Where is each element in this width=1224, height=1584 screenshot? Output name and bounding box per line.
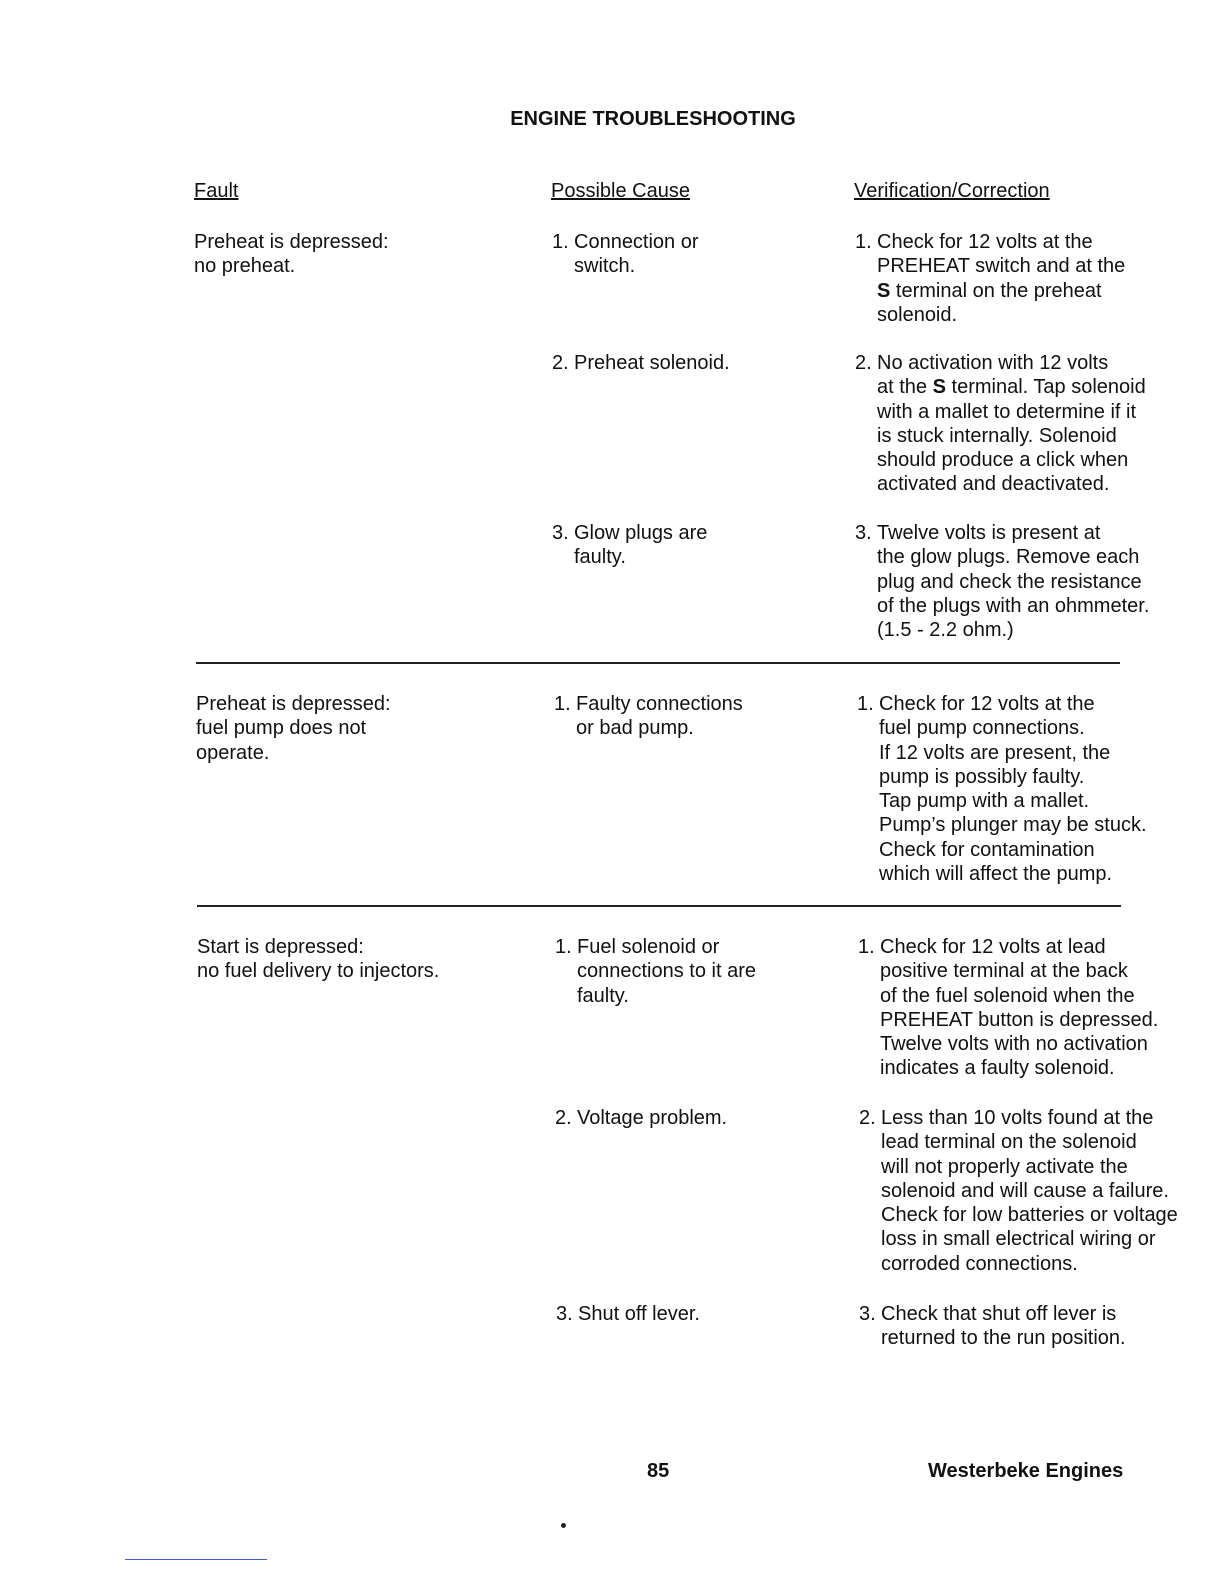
fix-text: Check for 12 volts at the PREHEAT switch and at the S terminal on the preheat solenoid. xyxy=(877,231,1126,326)
verification-step xyxy=(858,935,1158,1081)
cause-number: 1. xyxy=(554,693,571,715)
footer-brand: Westerbeke Engines xyxy=(928,1460,1124,1482)
fault-description: Start is depressed: no fuel delivery to injectors. xyxy=(197,936,440,983)
section-divider xyxy=(197,905,1121,907)
verification-step xyxy=(857,692,1147,886)
cause-column-header: Possible Cause xyxy=(551,180,690,202)
fault-column-header: Fault xyxy=(194,180,239,202)
possible-cause xyxy=(552,521,707,570)
fix-text: Check that shut off lever is returned to the run position. xyxy=(881,1303,1126,1350)
cause-text: Voltage problem. xyxy=(577,1107,728,1129)
verification-step xyxy=(859,1106,1178,1276)
scan-speck xyxy=(561,1523,566,1528)
fix-text: Check for 12 volts at the fuel pump connections. If 12 volts are present, the pump is possibly faulty. Tap pump with a mallet. Pump’s plunger may be stuck. Check for contamination which will affect the pump. xyxy=(879,693,1147,886)
possible-cause xyxy=(555,1106,727,1130)
possible-cause xyxy=(556,1302,700,1326)
cause-number: 3. xyxy=(556,1303,573,1325)
fix-text: Twelve volts is present at the glow plugs. Remove each plug and check the resistance of the plugs with an ohmmeter. (1.5 - 2.2 ohm.) xyxy=(877,522,1150,642)
fix-text: Less than 10 volts found at the lead terminal on the solenoid will not properly activate the solenoid and will cause a failure. Check for low batteries or voltage loss in small electrical wiring or corroded connections. xyxy=(881,1107,1178,1275)
cause-number: 1. xyxy=(555,936,572,958)
possible-cause xyxy=(552,351,730,375)
fault-description: Preheat is depressed: no preheat. xyxy=(194,231,389,278)
cause-text: Shut off lever. xyxy=(578,1303,700,1325)
cause-text: Preheat solenoid. xyxy=(574,352,730,374)
possible-cause xyxy=(552,230,699,279)
cause-text: Glow plugs are faulty. xyxy=(574,522,708,569)
cause-text: Fuel solenoid or connections to it are faulty. xyxy=(577,936,756,1007)
cause-number: 2. xyxy=(555,1107,572,1129)
cause-number: 3. xyxy=(552,522,569,544)
fault-description: Preheat is depressed: fuel pump does not operate. xyxy=(196,693,391,764)
verification-step xyxy=(855,230,1125,327)
page-title: ENGINE TROUBLESHOOTING xyxy=(510,108,796,130)
scan-edge-line xyxy=(125,1559,267,1560)
fix-number: 3. xyxy=(855,522,872,544)
verification-step xyxy=(855,521,1149,642)
section-divider xyxy=(196,662,1120,664)
page-number: 85 xyxy=(647,1460,670,1482)
possible-cause xyxy=(554,692,743,741)
cause-text: Faulty connections or bad pump. xyxy=(576,693,743,740)
fix-number: 2. xyxy=(859,1107,876,1129)
fix-number: 1. xyxy=(857,693,874,715)
fix-text: No activation with 12 volts at the S terminal. Tap solenoid with a mallet to determine if it is stuck internally. Solenoid should produce a click when activated and deactivated. xyxy=(877,352,1146,496)
fix-number: 3. xyxy=(859,1303,876,1325)
possible-cause xyxy=(555,935,756,1008)
cause-text: Connection or switch. xyxy=(574,231,699,278)
fix-number: 1. xyxy=(855,231,872,253)
verification-step xyxy=(859,1302,1126,1351)
fix-number: 1. xyxy=(858,936,875,958)
verification-step xyxy=(855,351,1146,497)
cause-number: 2. xyxy=(552,352,569,374)
fix-text: Check for 12 volts at lead positive terminal at the back of the fuel solenoid when the PREHEAT button is depressed. Twelve volts with no activation indicates a faulty solenoid. xyxy=(880,936,1159,1080)
cause-number: 1. xyxy=(552,231,569,253)
verification-column-header: Verification/Correction xyxy=(854,180,1050,202)
fix-number: 2. xyxy=(855,352,872,374)
